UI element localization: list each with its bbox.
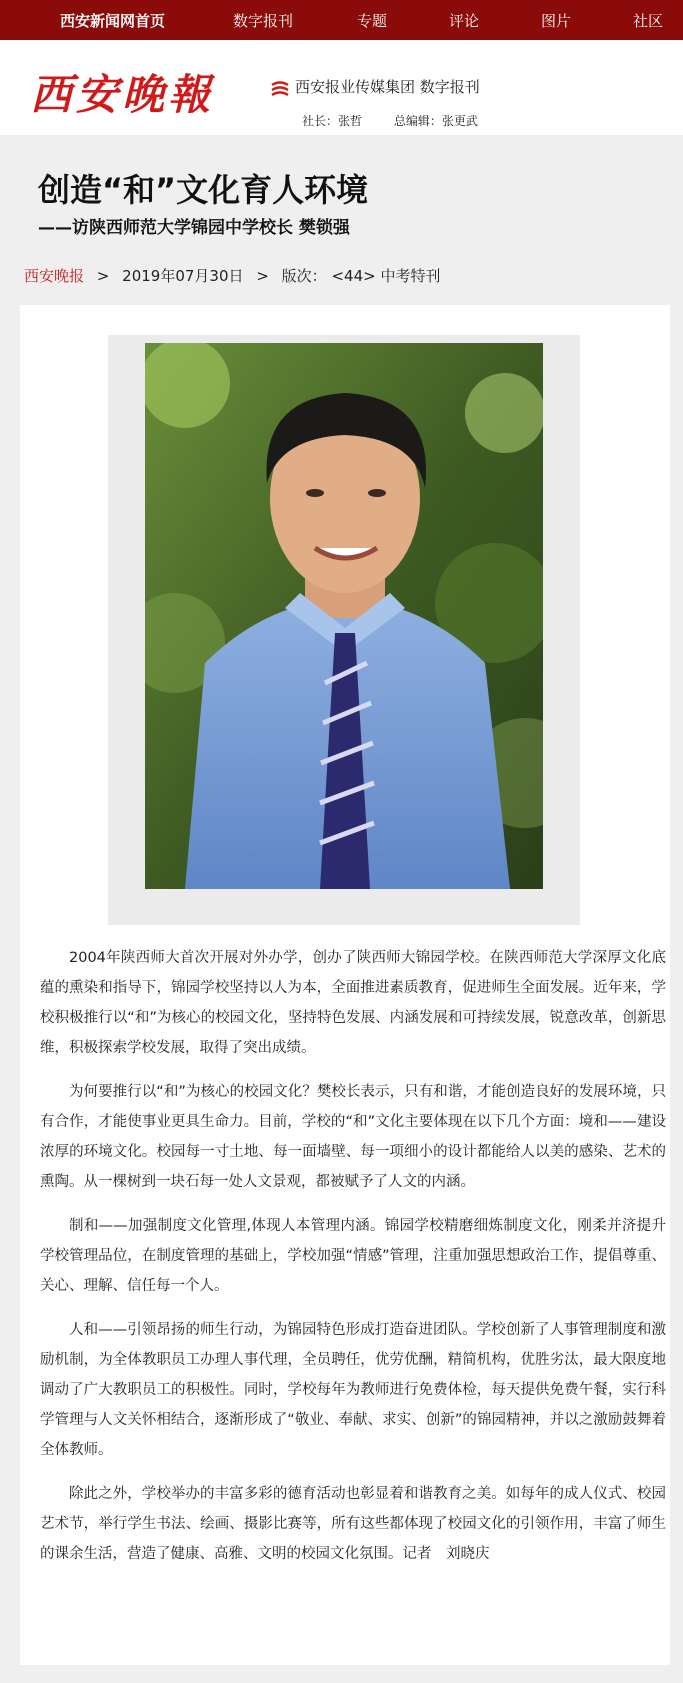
nav-comments[interactable]: 评论 (449, 12, 480, 30)
publisher-text: 社长：张哲 (302, 114, 363, 128)
article-title: 创造“和”文化育人环境 (38, 171, 369, 209)
breadcrumb (24, 265, 440, 286)
nav-topics[interactable]: 专题 (357, 12, 388, 30)
nav-digital-paper[interactable]: 数字报刊 (233, 12, 294, 30)
newspaper-logo[interactable]: 西安晚報 (30, 70, 215, 119)
article-body (40, 943, 666, 1583)
editor-in-chief-text: 总编辑：张更武 (393, 114, 478, 128)
principal-portrait-photo (145, 343, 543, 889)
staff-line (302, 112, 506, 129)
article-paragraph: 除此之外，学校举办的丰富多彩的德育活动也彰显着和谐教育之美。如每年的成人仪式、校园艺术节，举行学生书法、绘画、摄影比赛等，所有这些都体现了校园文化的引领作用，丰富了师生的课余生活，营造了健康、高雅、文明的校园文化氛围。记者 刘晓庆 (40, 1486, 666, 1562)
article-paragraph: 制和——加强制度文化管理,体现人本管理内涵。锦园学校精磨细炼制度文化，刚柔并济提升学校管理品位，在制度管理的基础上，学校加强“情感”管理，注重加强思想政治工作，提倡尊重、关心、理解、信任每一个人。 (40, 1218, 666, 1294)
masthead (0, 40, 683, 135)
top-nav-bar (0, 0, 683, 40)
breadcrumb-edition-label: 版次： (281, 267, 327, 285)
breadcrumb-paper-link[interactable]: 西安晚报 (24, 267, 85, 285)
photo-frame (108, 335, 580, 925)
breadcrumb-separator-icon: > (256, 267, 269, 285)
group-logo-icon (270, 78, 290, 98)
media-group-name: 西安报业传媒集团 数字报刊 (295, 78, 480, 96)
article-subtitle: ——访陕西师范大学锦园中学校长 樊锁强 (38, 218, 350, 238)
breadcrumb-edition[interactable]: <44> 中考特刊 (331, 267, 441, 285)
breadcrumb-separator-icon: > (96, 267, 110, 285)
article-paragraph: 人和——引领昂扬的师生行动，为锦园特色形成打造奋进团队。学校创新了人事管理制度和激励机制，为全体教职员工办理人事代理，全员聘任，优劳优酬，精简机构，优胜劣汰，最大限度地调动了广大教职员工的积极性。同时，学校每年为教师进行免费体检，每天提供免费午餐，实行科学管理与人文关怀相结合，逐渐形成了“敬业、奉献、求实、创新”的锦园精神，并以之激励鼓舞着全体教师。 (40, 1322, 666, 1458)
article-panel (20, 305, 670, 1665)
headline-area (0, 135, 683, 305)
nav-home-link[interactable]: 西安新闻网首页 (60, 12, 166, 30)
breadcrumb-date[interactable]: 2019年07月30日 (122, 267, 244, 285)
article-paragraph: 2004年陕西师大首次开展对外办学，创办了陕西师大锦园学校。在陕西师范大学深厚文化底蕴的熏染和指导下，锦园学校坚持以人为本，全面推进素质教育，促进师生全面发展。近年来，学校积极推行以“和”为核心的校园文化，坚持特色发展、内涵发展和可持续发展，锐意改革，创新思维，积极探索学校发展，取得了突出成绩。 (40, 950, 666, 1056)
nav-community[interactable]: 社区 (633, 12, 664, 30)
nav-pictures[interactable]: 图片 (541, 12, 572, 30)
article-paragraph: 为何要推行以“和”为核心的校园文化？樊校长表示，只有和谐，才能创造良好的发展环境，只有合作，才能使事业更具生命力。目前，学校的“和”文化主要体现在以下几个方面：境和——建设浓厚的环境文化。校园每一寸土地、每一面墙壁、每一项细小的设计都能给人以美的感染、艺术的熏陶。从一棵树到一块石每一处人文景观，都被赋予了人文的内涵。 (40, 1084, 666, 1190)
